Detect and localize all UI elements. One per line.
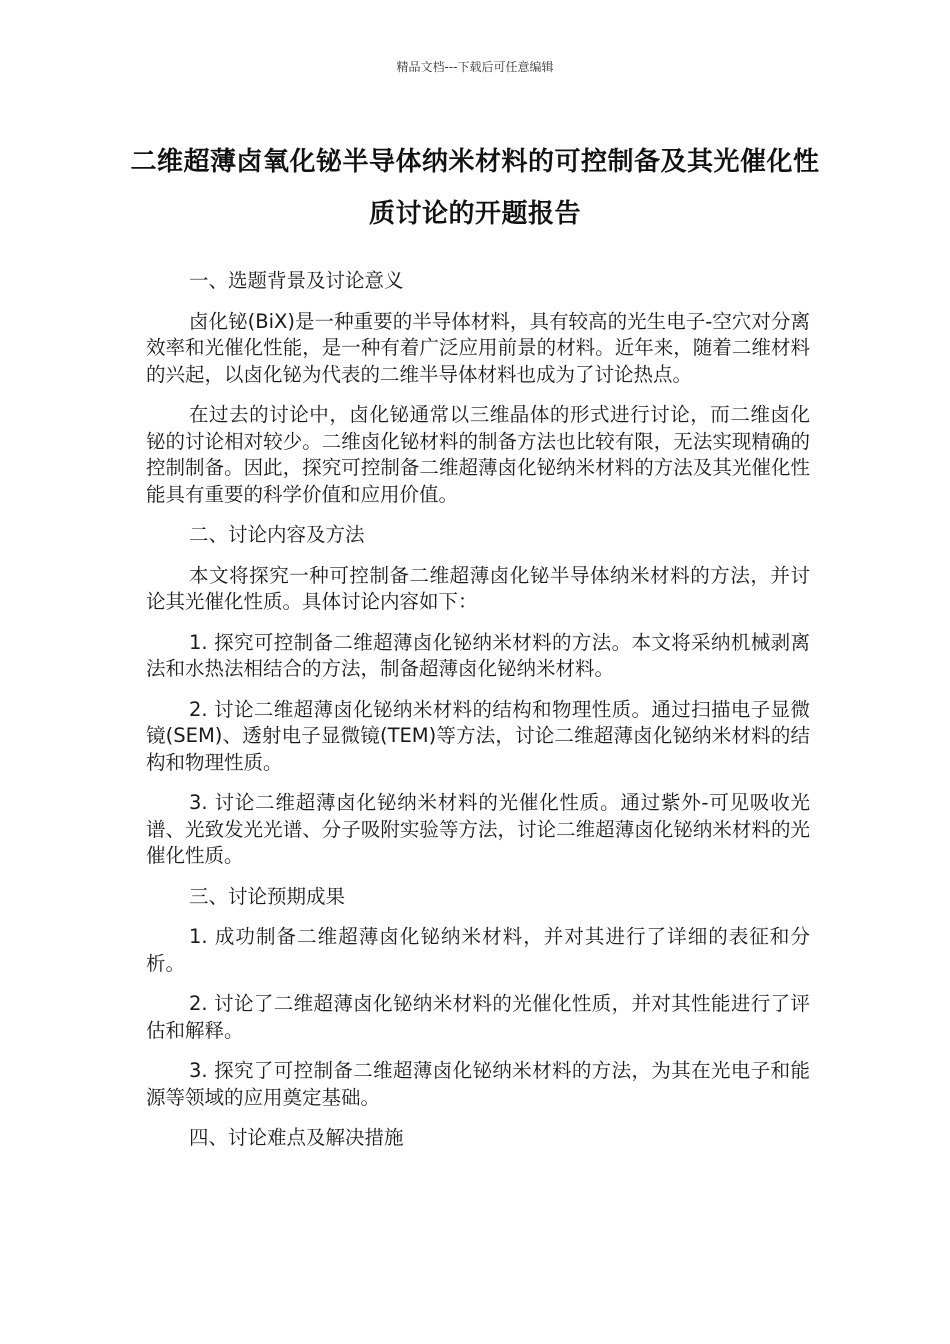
section-heading-background: 一、选题背景及讨论意义 xyxy=(189,269,404,292)
section-heading-content: 二、讨论内容及方法 xyxy=(189,523,365,546)
document-body xyxy=(146,268,810,1166)
section-heading-outcomes: 三、讨论预期成果 xyxy=(189,884,346,908)
header-note: 精品文档---下载后可任意编辑 xyxy=(396,60,554,74)
section-heading-difficulties: 四、讨论难点及解决措施 xyxy=(189,1126,404,1149)
paragraph: 卤化铋(BiX)是一种重要的半导体材料，具有较高的光生电子-空穴对分离效率和光催化性能，是一种有着广泛应用前景的材料。近年来，随着二维材料的兴起，以卤化铋为代表的二维半导体材料也成为了讨论热点。 xyxy=(146,309,810,386)
paragraph: 本文将探究一种可控制备二维超薄卤化铋半导体纳米材料的方法，并讨论其光催化性质。具体讨论内容如下： xyxy=(146,563,810,613)
list-item: 2. 讨论了二维超薄卤化铋纳米材料的光催化性质，并对其性能进行了评估和解释。 xyxy=(146,992,810,1042)
document-title: 二维超薄卤氧化铋半导体纳米材料的可控制备及其光催化性质讨论的开题报告 xyxy=(130,147,820,229)
paragraph: 在过去的讨论中，卤化铋通常以三维晶体的形式进行讨论，而二维卤化铋的讨论相对较少。二维卤化铋材料的制备方法也比较有限，无法实现精确的控制制备。因此，探究可控制备二维超薄卤化铋纳米材料的方法及其光催化性能具有重要的科学价值和应用价值。 xyxy=(146,403,810,506)
list-item: 3. 探究了可控制备二维超薄卤化铋纳米材料的方法，为其在光电子和能源等领域的应用奠定基础。 xyxy=(146,1059,810,1109)
list-item: 2. 讨论二维超薄卤化铋纳米材料的结构和物理性质。通过扫描电子显微镜(SEM)、透射电子显微镜(TEM)等方法，讨论二维超薄卤化铋纳米材料的结构和物理性质。 xyxy=(146,697,810,774)
list-item: 1. 探究可控制备二维超薄卤化铋纳米材料的方法。本文将采纳机械剥离法和水热法相结合的方法，制备超薄卤化铋纳米材料。 xyxy=(146,630,810,680)
list-item: 1. 成功制备二维超薄卤化铋纳米材料，并对其进行了详细的表征和分析。 xyxy=(146,925,810,975)
list-item: 3. 讨论二维超薄卤化铋纳米材料的光催化性质。通过紫外-可见吸收光谱、光致发光光谱、分子吸附实验等方法，讨论二维超薄卤化铋纳米材料的光催化性质。 xyxy=(146,791,810,867)
